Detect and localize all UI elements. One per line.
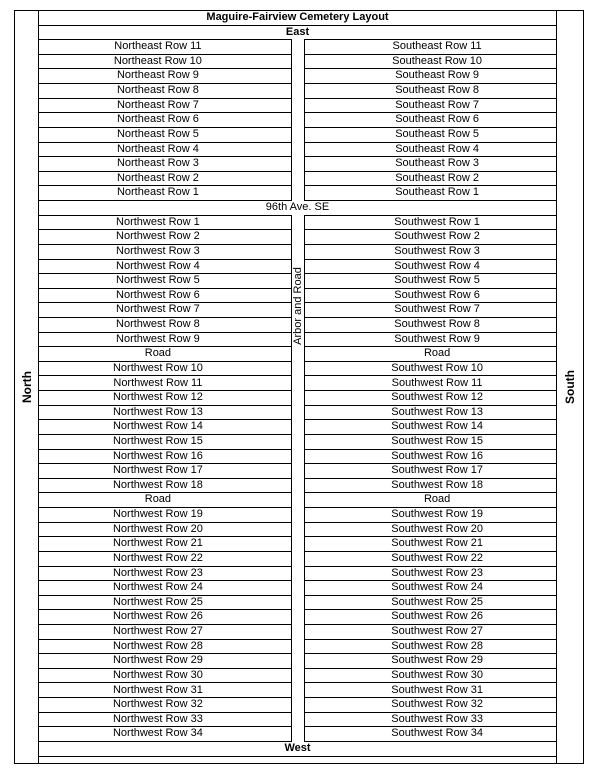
southwest-row-label: Southwest Row 4: [394, 259, 480, 272]
southwest-row-label: Southwest Row 23: [391, 566, 483, 579]
northeast-row-label: Northeast Row 4: [116, 142, 199, 155]
page-title: Maguire-Fairview Cemetery Layout: [39, 11, 556, 26]
southwest-row-label: Southwest Row 27: [391, 625, 483, 638]
southwest-row-label: Southwest Row 22: [391, 551, 483, 564]
southwest-row-label: Southwest Row 17: [391, 464, 483, 477]
southeast-row-label: Southeast Row 9: [395, 69, 479, 82]
southwest-row-label: Southwest Row 26: [391, 610, 483, 623]
southwest-row-label: Southwest Row 28: [391, 639, 483, 652]
northwest-row-label: Northwest Row 29: [112, 654, 203, 667]
northwest-row-label: Northwest Row 28: [112, 639, 203, 652]
northwest-row-label: Northwest Row 19: [112, 508, 203, 521]
southwest-row-label: Southwest Row 6: [394, 288, 480, 301]
southwest-row-label: Southwest Row 21: [391, 537, 483, 550]
northwest-row-label: Northwest Row 16: [112, 449, 203, 462]
northwest-row-label: Northwest Row 14: [112, 420, 203, 433]
road-label-right: Road: [423, 493, 451, 506]
northeast-row-label: Northeast Row 3: [116, 157, 199, 170]
northwest-row-label: Northwest Row 26: [112, 610, 203, 623]
southwest-row-label: Southwest Row 3: [394, 244, 480, 257]
southwest-row-label: Southwest Row 18: [391, 478, 483, 491]
northwest-row-label: Northwest Row 9: [116, 332, 200, 345]
southwest-row-label: Southwest Row 19: [391, 508, 483, 521]
northwest-row-label: Northwest Row 30: [112, 668, 203, 681]
east-label: East: [39, 26, 556, 41]
northeast-row-label: Northeast Row 1: [116, 186, 199, 199]
northwest-row-label: Northwest Row 15: [112, 434, 203, 447]
southwest-row-label: Southwest Row 14: [391, 420, 483, 433]
southeast-row-label: Southeast Row 10: [392, 54, 483, 67]
northwest-row-label: Northwest Row 25: [112, 595, 203, 608]
layout-grid: [39, 11, 556, 763]
north-label: North: [19, 371, 34, 403]
northwest-row-label: Northwest Row 32: [112, 698, 203, 711]
northwest-row-label: Northwest Row 18: [112, 478, 203, 491]
southwest-row-label: Southwest Row 8: [394, 318, 480, 331]
northwest-row-label: Northwest Row 6: [116, 288, 200, 301]
southwest-row-label: Southwest Row 7: [394, 303, 480, 316]
northwest-row-label: Northwest Row 17: [112, 464, 203, 477]
northwest-row-label: Northwest Row 12: [112, 391, 203, 404]
southwest-row-label: Southwest Row 1: [394, 215, 480, 228]
cemetery-layout-table: [14, 10, 584, 764]
southwest-row-label: Southwest Row 30: [391, 668, 483, 681]
northwest-row-label: Northwest Row 8: [116, 318, 200, 331]
northwest-row-label: Northwest Row 13: [112, 405, 203, 418]
southwest-row-label: Southwest Row 31: [391, 683, 483, 696]
south-column: [556, 11, 583, 763]
center-divider-east: [291, 39, 305, 201]
northwest-row-label: Northwest Row 27: [112, 625, 203, 638]
northwest-row-label: Northwest Row 4: [116, 259, 200, 272]
southeast-row-label: Southeast Row 2: [395, 171, 479, 184]
northwest-row-label: Northwest Row 2: [116, 230, 200, 243]
road-label-right: Road: [423, 347, 451, 360]
northwest-row-label: Northwest Row 21: [112, 537, 203, 550]
southwest-row-label: Southwest Row 9: [394, 332, 480, 345]
northeast-row-label: Northeast Row 7: [116, 98, 199, 111]
southeast-row-label: Southeast Row 4: [395, 142, 479, 155]
southwest-row-label: Southwest Row 15: [391, 434, 483, 447]
northwest-row-label: Northwest Row 22: [112, 551, 203, 564]
southeast-row-label: Southeast Row 8: [395, 84, 479, 97]
southwest-row-label: Southwest Row 34: [391, 727, 483, 740]
southwest-row-label: Southwest Row 25: [391, 595, 483, 608]
northwest-row-label: Northwest Row 24: [112, 581, 203, 594]
southwest-row-label: Southwest Row 10: [391, 361, 483, 374]
southeast-row-label: Southeast Row 1: [395, 186, 479, 199]
northeast-row-label: Northeast Row 5: [116, 127, 199, 140]
southwest-row-label: Southwest Row 24: [391, 581, 483, 594]
road-label-left: Road: [144, 493, 172, 506]
northeast-row-label: Northeast Row 6: [116, 113, 199, 126]
road-label-left: Road: [144, 347, 172, 360]
northwest-row-label: Northwest Row 23: [112, 566, 203, 579]
northwest-row-label: Northwest Row 34: [112, 727, 203, 740]
southeast-row-label: Southeast Row 6: [395, 113, 479, 126]
northeast-row-label: Northeast Row 11: [114, 40, 202, 53]
southeast-row-label: Southeast Row 5: [395, 127, 479, 140]
northwest-row-label: Northwest Row 11: [113, 376, 203, 389]
southwest-row-label: Southwest Row 29: [391, 654, 483, 667]
northwest-row-label: Northwest Row 10: [112, 361, 203, 374]
southwest-row-label: Southwest Row 11: [391, 376, 483, 389]
southwest-row-label: Southwest Row 20: [391, 522, 483, 535]
southwest-row-label: Southwest Row 13: [391, 405, 483, 418]
northwest-row-label: Northwest Row 20: [112, 522, 203, 535]
street-label: 96th Ave. SE: [39, 201, 556, 216]
north-column: [15, 11, 39, 763]
northwest-row-label: Northwest Row 33: [112, 712, 203, 725]
northwest-row-label: Northwest Row 1: [116, 215, 200, 228]
southwest-row-label: Southwest Row 16: [391, 449, 483, 462]
southeast-row-label: Southeast Row 7: [395, 98, 479, 111]
southwest-row-label: Southwest Row 12: [391, 391, 483, 404]
northeast-row-label: Northeast Row 10: [113, 54, 202, 67]
arbor-road-label: Arbor and Road: [292, 266, 304, 345]
northeast-row-label: Northeast Row 2: [116, 171, 199, 184]
northwest-row-label: Northwest Row 3: [116, 244, 200, 257]
northwest-row-label: Northwest Row 5: [116, 274, 200, 287]
southwest-row-label: Southwest Row 5: [394, 274, 480, 287]
northeast-row-label: Northeast Row 9: [116, 69, 199, 82]
south-label: South: [563, 370, 577, 404]
southwest-row-label: Southwest Row 32: [391, 698, 483, 711]
northeast-row-label: Northeast Row 8: [116, 84, 199, 97]
southeast-row-label: Southeast Row 11: [392, 40, 482, 53]
southwest-row-label: Southwest Row 2: [394, 230, 480, 243]
southeast-row-label: Southeast Row 3: [395, 157, 479, 170]
southwest-row-label: Southwest Row 33: [391, 712, 483, 725]
northwest-row-label: Northwest Row 7: [116, 303, 200, 316]
west-label: West: [39, 742, 556, 757]
northwest-row-label: Northwest Row 31: [112, 683, 203, 696]
